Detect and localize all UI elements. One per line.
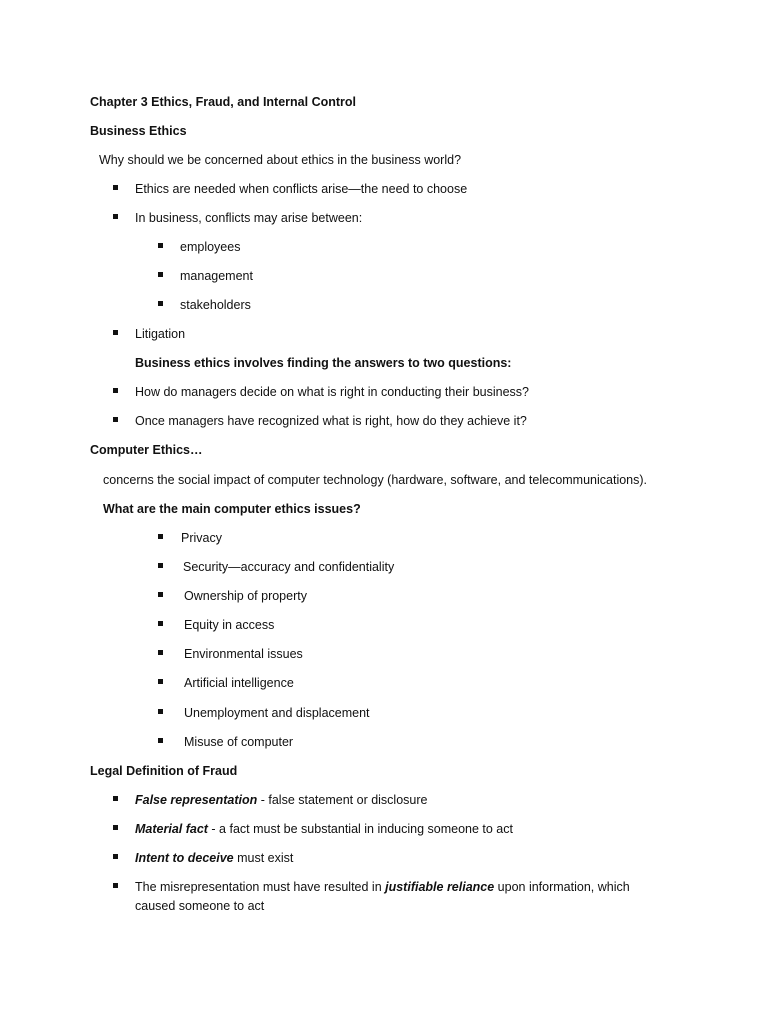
- fraud-item: [135, 850, 293, 866]
- fraud-item-continuation: caused someone to act: [135, 899, 265, 913]
- sub-list-item: management: [180, 269, 253, 283]
- fraud-item: [135, 821, 513, 837]
- bullet-icon: [113, 825, 118, 830]
- bullet-icon: [113, 417, 118, 422]
- fraud-description: The misrepresentation must have resulted in: [135, 880, 386, 894]
- issue-item: Environmental issues: [184, 647, 303, 661]
- computer-ethics-issues-heading: What are the main computer ethics issues?: [103, 502, 361, 516]
- list-item: Ethics are needed when conflicts arise—the need to choose: [135, 182, 468, 196]
- fraud-item: [135, 792, 427, 808]
- list-item: How do managers decide on what is right in conducting their business?: [135, 385, 529, 399]
- issue-item: Misuse of computer: [184, 735, 294, 749]
- fraud-term: Material fact: [135, 822, 208, 836]
- bullet-icon: [158, 563, 163, 568]
- issue-item: Unemployment and displacement: [184, 706, 370, 720]
- fraud-term: False representation: [135, 793, 258, 807]
- fraud-heading: Legal Definition of Fraud: [90, 764, 238, 778]
- fraud-description: - false statement or disclosure: [257, 793, 428, 807]
- issue-item: Ownership of property: [184, 589, 307, 603]
- issue-item: Artificial intelligence: [184, 676, 294, 690]
- bullet-icon: [158, 621, 163, 626]
- two-questions-intro: Business ethics involves finding the answers to two questions:: [135, 356, 512, 370]
- list-item: In business, conflicts may arise between:: [135, 211, 363, 225]
- list-item: Litigation: [135, 327, 186, 341]
- list-item: Once managers have recognized what is right, how do they achieve it?: [135, 414, 527, 428]
- issue-item: Security—accuracy and confidentiality: [183, 560, 395, 574]
- fraud-description: - a fact must be substantial in inducing someone to act: [207, 822, 513, 836]
- bullet-icon: [158, 738, 163, 743]
- bullet-icon: [113, 854, 118, 859]
- bullet-icon: [113, 796, 118, 801]
- fraud-item: [135, 879, 630, 895]
- page-title: Chapter 3 Ethics, Fraud, and Internal Control: [90, 95, 357, 109]
- bullet-icon: [113, 330, 118, 335]
- fraud-term: Intent to deceive: [135, 851, 234, 865]
- sub-list-item: stakeholders: [180, 298, 251, 312]
- bullet-icon: [158, 592, 163, 597]
- bullet-icon: [113, 388, 118, 393]
- business-ethics-question: Why should we be concerned about ethics in the business world?: [99, 153, 462, 167]
- business-ethics-heading: Business Ethics: [90, 124, 187, 138]
- bullet-icon: [158, 272, 163, 277]
- sub-list-item: employees: [180, 240, 241, 254]
- issue-item: Privacy: [181, 531, 222, 545]
- fraud-description: upon information, which: [494, 880, 630, 894]
- fraud-description: must exist: [233, 851, 294, 865]
- issue-item: Equity in access: [184, 618, 275, 632]
- bullet-icon: [113, 214, 118, 219]
- bullet-icon: [113, 185, 118, 190]
- bullet-icon: [158, 301, 163, 306]
- bullet-icon: [113, 883, 118, 888]
- computer-ethics-heading: Computer Ethics…: [90, 443, 203, 457]
- bullet-icon: [158, 243, 163, 248]
- computer-ethics-definition: concerns the social impact of computer technology (hardware, software, and telecommunications).: [103, 473, 648, 487]
- bullet-icon: [158, 534, 163, 539]
- bullet-icon: [158, 709, 163, 714]
- fraud-term: justifiable reliance: [385, 880, 495, 894]
- bullet-icon: [158, 650, 163, 655]
- bullet-icon: [158, 679, 163, 684]
